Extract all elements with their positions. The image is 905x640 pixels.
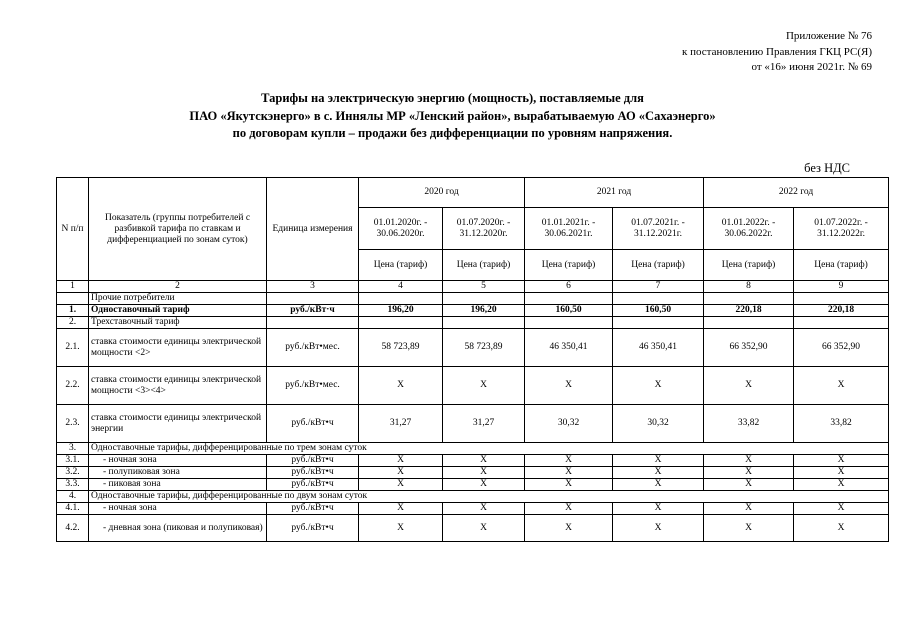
tariff-value: 33,82 xyxy=(794,405,889,443)
header-price: Цена (тариф) xyxy=(704,250,794,281)
tariff-value: X xyxy=(443,467,525,479)
tariff-value: X xyxy=(443,515,525,542)
tariff-value: X xyxy=(443,455,525,467)
header-period: 01.01.2021г. - 30.06.2021г. xyxy=(525,208,613,250)
table-row xyxy=(57,367,889,405)
tariff-value: 31,27 xyxy=(443,405,525,443)
row-unit: руб./кВт•ч xyxy=(267,503,359,515)
col-number: 3 xyxy=(267,281,359,293)
appendix-resolution: к постановлению Правления ГКЦ РС(Я) xyxy=(682,45,872,58)
header-indicator: Показатель (группы потребителей с разбивкой тарифа по ставкам и дифференциацией по зонам суток) xyxy=(89,178,267,281)
tariff-value: 30,32 xyxy=(613,405,704,443)
tariff-value: 33,82 xyxy=(704,405,794,443)
tariff-value: 160,50 xyxy=(525,305,613,317)
table-row xyxy=(57,503,889,515)
header-period: 01.01.2022г. - 30.06.2022г. xyxy=(704,208,794,250)
row-unit: руб./кВт•ч xyxy=(267,467,359,479)
header-price: Цена (тариф) xyxy=(359,250,443,281)
header-period: 01.07.2022г. - 31.12.2022г. xyxy=(794,208,889,250)
row-indicator: - ночная зона xyxy=(89,455,267,467)
tariff-value: 46 350,41 xyxy=(613,329,704,367)
tariff-value: 66 352,90 xyxy=(794,329,889,367)
tariff-value: X xyxy=(794,467,889,479)
row-unit: руб./кВт•мес. xyxy=(267,329,359,367)
tariff-value: X xyxy=(704,367,794,405)
row-indicator: - пиковая зона xyxy=(89,479,267,491)
row-unit: руб./кВт·ч xyxy=(267,305,359,317)
tariff-value: X xyxy=(443,367,525,405)
row-label: Трехставочный тариф xyxy=(89,317,267,329)
tariff-value: X xyxy=(525,467,613,479)
tariff-value: X xyxy=(359,515,443,542)
row-unit: руб./кВт•мес. xyxy=(267,367,359,405)
row-indicator: - ночная зона xyxy=(89,503,267,515)
table-row xyxy=(57,515,889,542)
row-indicator: - полупиковая зона xyxy=(89,467,267,479)
tariff-value: 196,20 xyxy=(443,305,525,317)
row-number: 3.1. xyxy=(57,455,89,467)
row-indicator: - дневная зона (пиковая и полупиковая) xyxy=(89,515,267,542)
col-number: 1 xyxy=(57,281,89,293)
row-unit: руб./кВт•ч xyxy=(267,515,359,542)
header-price: Цена (тариф) xyxy=(794,250,889,281)
row-indicator: ставка стоимости единицы электрической мощности <3><4> xyxy=(89,367,267,405)
tariff-value: X xyxy=(794,455,889,467)
table-row xyxy=(57,293,889,305)
row-number: 3.3. xyxy=(57,479,89,491)
tariff-value: X xyxy=(359,467,443,479)
col-number: 5 xyxy=(443,281,525,293)
tariff-table xyxy=(56,177,889,542)
tariff-value: 46 350,41 xyxy=(525,329,613,367)
header-period: 01.01.2020г. - 30.06.2020г. xyxy=(359,208,443,250)
tariff-value: 220,18 xyxy=(704,305,794,317)
tariff-value: X xyxy=(525,515,613,542)
tariff-value: 196,20 xyxy=(359,305,443,317)
row-number: 1. xyxy=(57,305,89,317)
tariff-value: X xyxy=(613,455,704,467)
header-year-2020: 2020 год xyxy=(359,178,525,208)
table-row xyxy=(57,329,889,367)
row-number: 4.2. xyxy=(57,515,89,542)
tariff-value: X xyxy=(525,479,613,491)
section-label: Одноставочные тарифы, дифференцированные по двум зонам суток xyxy=(89,491,889,503)
row-number xyxy=(57,293,89,305)
tariff-value: X xyxy=(704,515,794,542)
tariff-value: X xyxy=(525,367,613,405)
tariff-value: X xyxy=(704,455,794,467)
empty-cell xyxy=(359,317,443,329)
row-number: 2. xyxy=(57,317,89,329)
tariff-value: 31,27 xyxy=(359,405,443,443)
appendix-number: Приложение № 76 xyxy=(785,30,872,42)
tariff-value: X xyxy=(613,515,704,542)
tariff-value: X xyxy=(359,367,443,405)
tariff-value: X xyxy=(359,503,443,515)
tariff-value: X xyxy=(359,479,443,491)
tariff-value: 30,32 xyxy=(525,405,613,443)
header-period: 01.07.2020г. - 31.12.2020г. xyxy=(443,208,525,250)
col-number: 4 xyxy=(359,281,443,293)
tariff-value: X xyxy=(613,479,704,491)
table-row xyxy=(57,305,889,317)
row-indicator: ставка стоимости единицы электрической энергии xyxy=(89,405,267,443)
col-number: 8 xyxy=(704,281,794,293)
tariff-value: X xyxy=(443,479,525,491)
tariff-value: X xyxy=(704,503,794,515)
row-label: Прочие потребители xyxy=(89,293,267,305)
empty-cell xyxy=(613,293,704,305)
header-num: N п/п xyxy=(57,178,89,281)
title-line-2: ПАО «Якутскэнерго» в с. Иннялы МР «Ленский район», вырабатываемую АО «Сахаэнерго» xyxy=(189,108,716,123)
tariff-value: X xyxy=(525,503,613,515)
header-price: Цена (тариф) xyxy=(613,250,704,281)
row-unit: руб./кВт•ч xyxy=(267,455,359,467)
empty-cell xyxy=(359,293,443,305)
tariff-value: 58 723,89 xyxy=(359,329,443,367)
row-unit: руб./кВт•ч xyxy=(267,479,359,491)
table-row xyxy=(57,443,889,455)
empty-cell xyxy=(794,317,889,329)
title-line-3: по договорам купли – продажи без дифференциации по уровням напряжения. xyxy=(232,126,673,140)
table-row xyxy=(57,467,889,479)
table-row xyxy=(57,455,889,467)
header-unit: Единица измерения xyxy=(267,178,359,281)
row-number: 2.2. xyxy=(57,367,89,405)
tariff-value: 160,50 xyxy=(613,305,704,317)
empty-cell xyxy=(443,293,525,305)
row-number: 2.3. xyxy=(57,405,89,443)
col-number: 7 xyxy=(613,281,704,293)
table-row xyxy=(57,479,889,491)
row-number: 4.1. xyxy=(57,503,89,515)
tariff-value: X xyxy=(794,479,889,491)
col-number: 6 xyxy=(525,281,613,293)
tariff-value: X xyxy=(704,479,794,491)
tariff-value: X xyxy=(613,367,704,405)
vat-note: без НДС xyxy=(804,161,850,175)
table-row xyxy=(57,491,889,503)
empty-cell xyxy=(794,293,889,305)
appendix-header xyxy=(682,29,872,76)
table-row xyxy=(57,405,889,443)
header-row-col-numbers xyxy=(57,281,889,293)
empty-cell xyxy=(525,317,613,329)
empty-cell xyxy=(704,293,794,305)
section-label: Одноставочные тарифы, дифференцированные по трем зонам суток xyxy=(89,443,889,455)
tariff-value: 220,18 xyxy=(794,305,889,317)
document-title xyxy=(0,90,905,143)
header-row-years xyxy=(57,178,889,208)
empty-cell xyxy=(525,293,613,305)
tariff-value: X xyxy=(525,455,613,467)
empty-cell xyxy=(267,293,359,305)
header-price: Цена (тариф) xyxy=(525,250,613,281)
tariff-value: 66 352,90 xyxy=(704,329,794,367)
row-number: 2.1. xyxy=(57,329,89,367)
empty-cell xyxy=(613,317,704,329)
empty-cell xyxy=(704,317,794,329)
header-price: Цена (тариф) xyxy=(443,250,525,281)
tariff-value: X xyxy=(359,455,443,467)
row-number: 3.2. xyxy=(57,467,89,479)
col-number: 2 xyxy=(89,281,267,293)
title-line-1: Тарифы на электрическую энергию (мощность), поставляемые для xyxy=(261,91,644,105)
tariff-value: X xyxy=(613,503,704,515)
row-number: 4. xyxy=(57,491,89,503)
header-year-2022: 2022 год xyxy=(704,178,889,208)
row-indicator: Одноставочный тариф xyxy=(89,305,267,317)
empty-cell xyxy=(267,317,359,329)
row-indicator: ставка стоимости единицы электрической мощности <2> xyxy=(89,329,267,367)
tariff-value: 58 723,89 xyxy=(443,329,525,367)
row-number: 3. xyxy=(57,443,89,455)
header-period: 01.07.2021г. - 31.12.2021г. xyxy=(613,208,704,250)
appendix-date: от «16» июня 2021г. № 69 xyxy=(751,61,872,73)
tariff-value: X xyxy=(794,503,889,515)
tariff-value: X xyxy=(794,515,889,542)
tariff-value: X xyxy=(794,367,889,405)
tariff-value: X xyxy=(443,503,525,515)
col-number: 9 xyxy=(794,281,889,293)
tariff-value: X xyxy=(704,467,794,479)
row-unit: руб./кВт•ч xyxy=(267,405,359,443)
table-row xyxy=(57,317,889,329)
empty-cell xyxy=(443,317,525,329)
header-year-2021: 2021 год xyxy=(525,178,704,208)
tariff-value: X xyxy=(613,467,704,479)
